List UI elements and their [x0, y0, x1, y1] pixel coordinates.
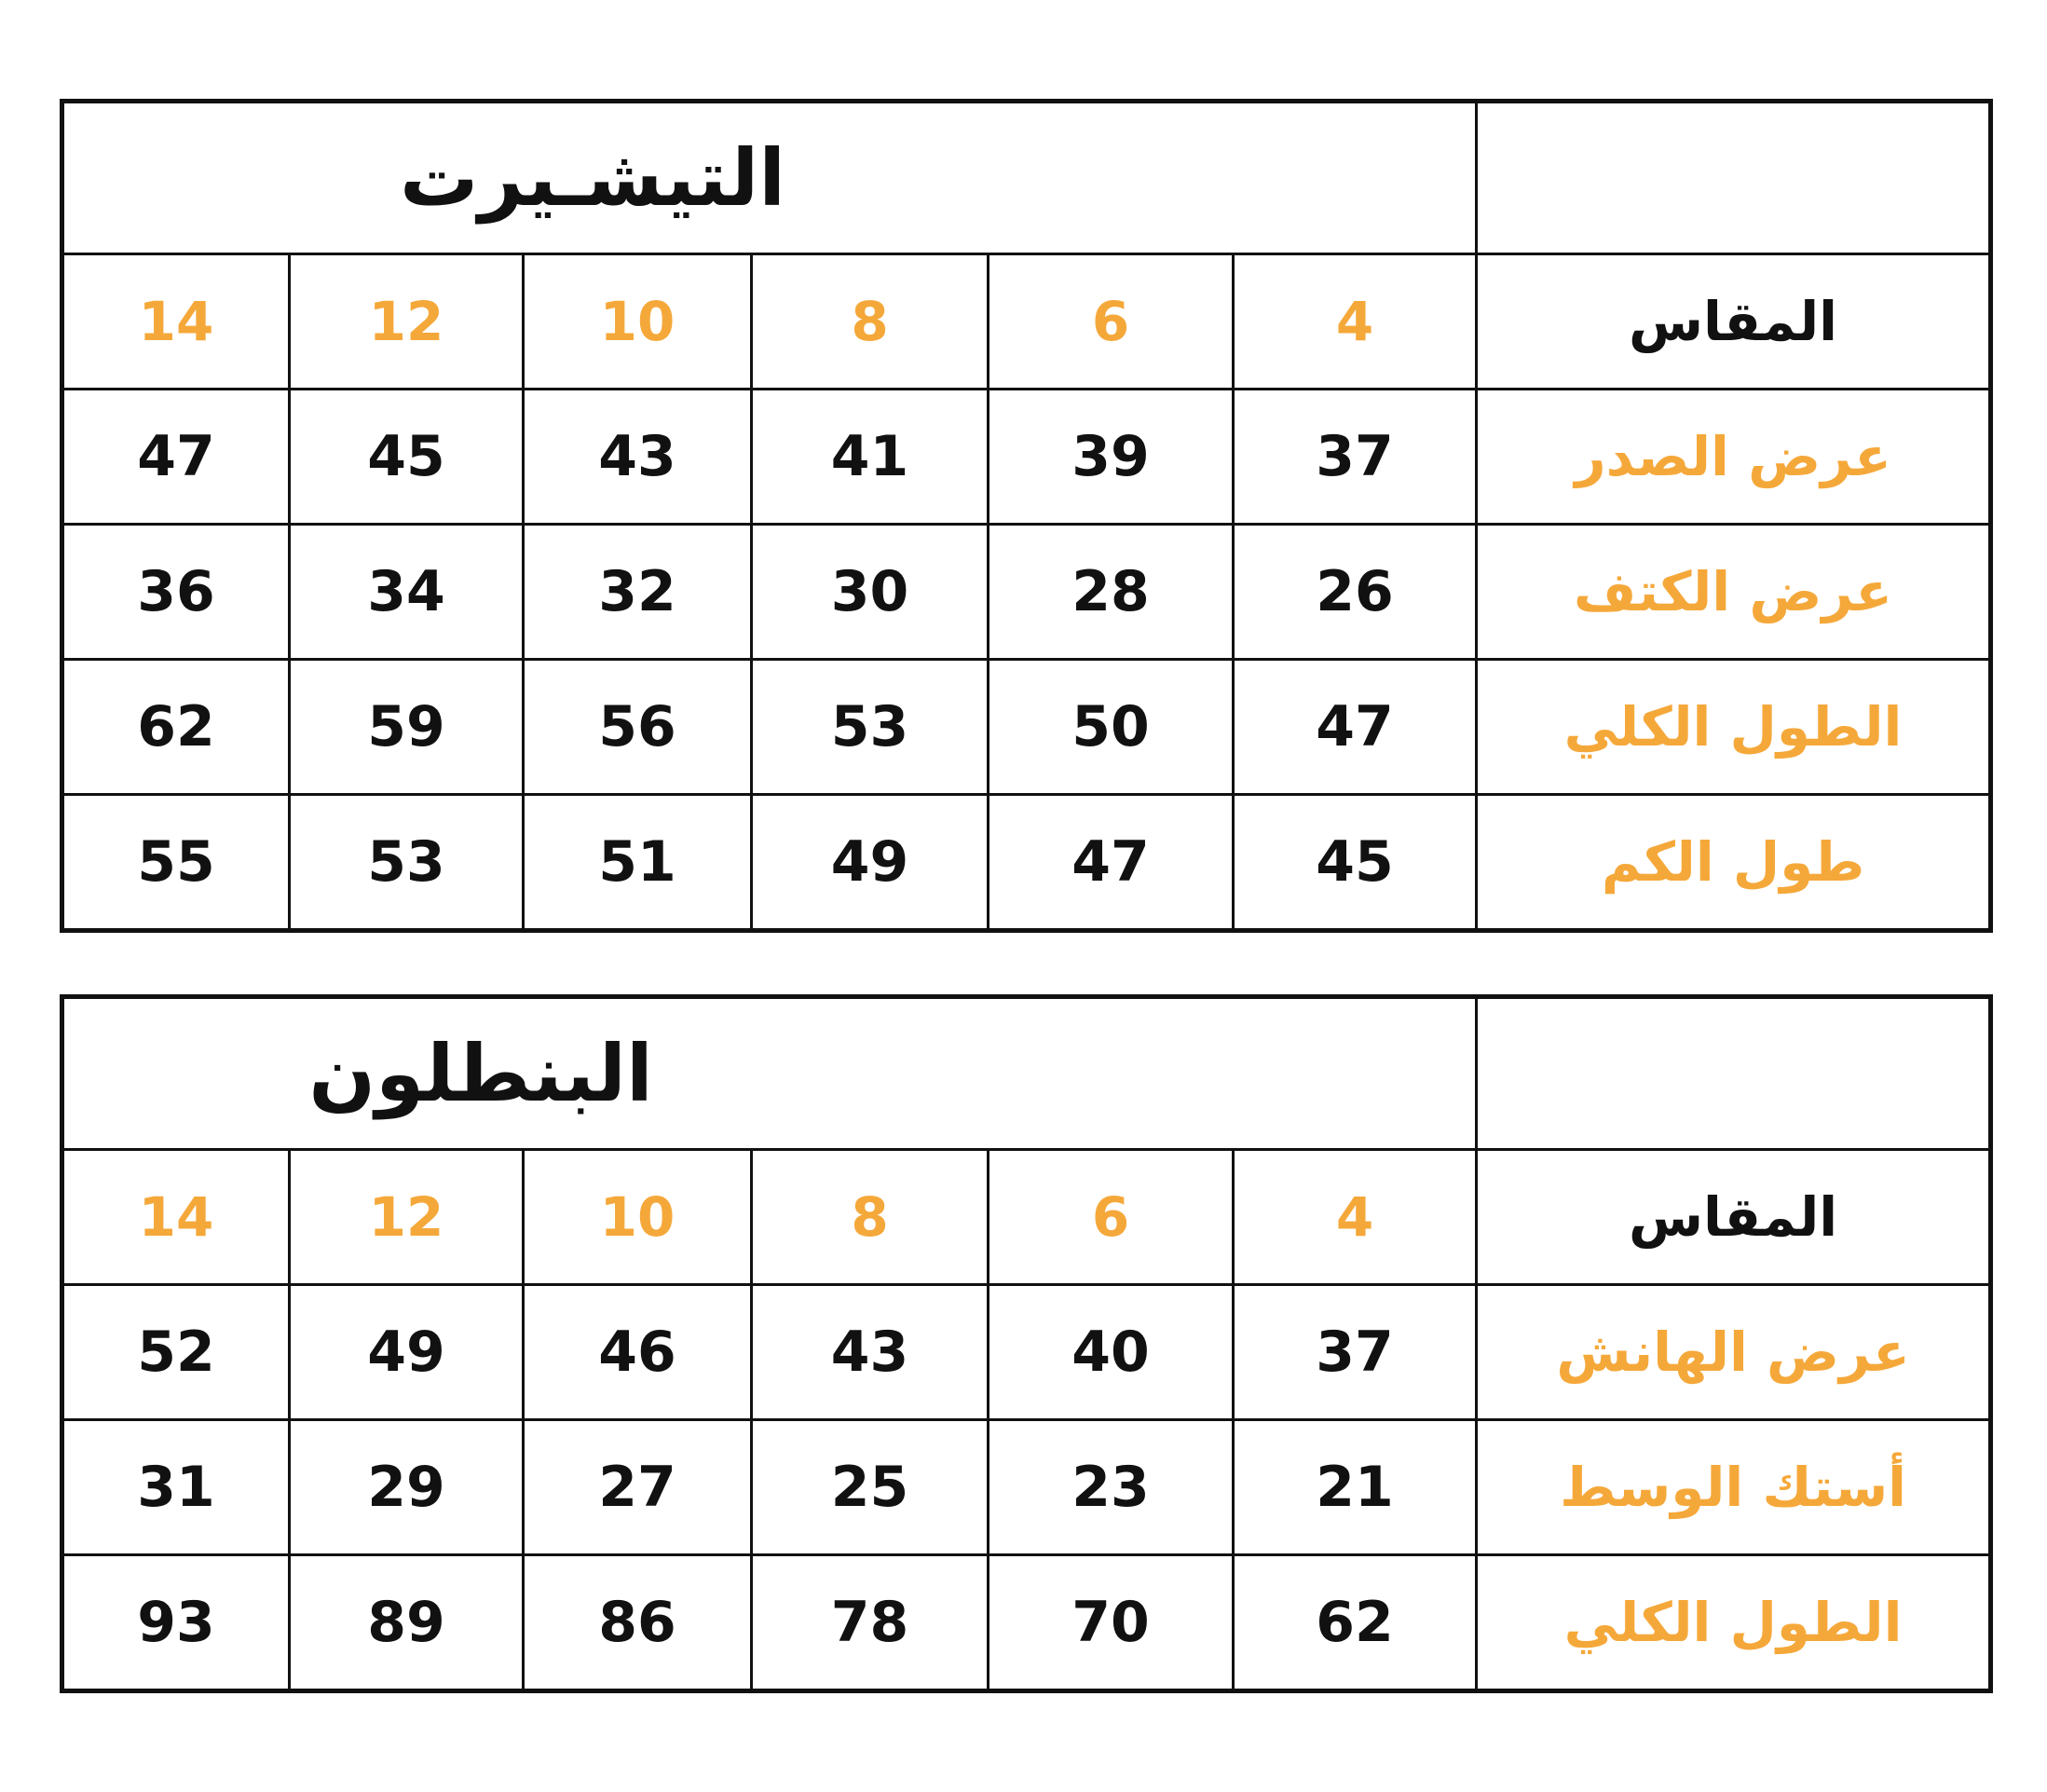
value-cell: 45: [290, 390, 524, 525]
value-cell: 50: [989, 660, 1234, 795]
table-row: [62, 1420, 1991, 1555]
value-cell: 89: [290, 1555, 524, 1691]
value-cell: 25: [752, 1420, 989, 1555]
value-cell: 32: [524, 525, 752, 660]
measurement-label: الطول الكلي: [1477, 1555, 1991, 1691]
table-row: [62, 525, 1991, 660]
size-header-cell: 12: [290, 254, 524, 390]
value-cell: 49: [752, 795, 989, 931]
value-cell: 41: [752, 390, 989, 525]
value-cell: 27: [524, 1420, 752, 1555]
pants-size-header-row: [62, 1150, 1991, 1285]
measurement-label: طول الكم: [1477, 795, 1991, 931]
value-cell: 47: [989, 795, 1234, 931]
value-cell: 59: [290, 660, 524, 795]
value-cell: 31: [62, 1420, 290, 1555]
value-cell: 70: [989, 1555, 1234, 1691]
size-header-cell: 12: [290, 1150, 524, 1285]
value-cell: 62: [1234, 1555, 1477, 1691]
pants-title-row: [62, 997, 1991, 1150]
value-cell: 21: [1234, 1420, 1477, 1555]
value-cell: 23: [989, 1420, 1234, 1555]
table-row: [62, 1555, 1991, 1691]
size-header-cell: 6: [989, 254, 1234, 390]
tshirt-size-table: [60, 99, 1993, 933]
value-cell: 55: [62, 795, 290, 931]
value-cell: 29: [290, 1420, 524, 1555]
value-cell: 43: [752, 1285, 989, 1420]
size-header-cell: 4: [1234, 254, 1477, 390]
pants-title-cell: [62, 997, 1477, 1150]
size-header-cell: 8: [752, 1150, 989, 1285]
tshirt-size-header-row: [62, 254, 1991, 390]
measurement-label: الطول الكلي: [1477, 660, 1991, 795]
value-cell: 47: [62, 390, 290, 525]
value-cell: 86: [524, 1555, 752, 1691]
tshirt-table-title: التيشـيرت: [399, 132, 786, 224]
size-header-cell: 10: [524, 1150, 752, 1285]
size-header-cell: 14: [62, 1150, 290, 1285]
value-cell: 52: [62, 1285, 290, 1420]
size-header-cell: 4: [1234, 1150, 1477, 1285]
value-cell: 39: [989, 390, 1234, 525]
value-cell: 53: [752, 660, 989, 795]
measurement-label: عرض الهانش: [1477, 1285, 1991, 1420]
measurement-label: عرض الصدر: [1477, 390, 1991, 525]
value-cell: 36: [62, 525, 290, 660]
value-cell: 56: [524, 660, 752, 795]
value-cell: 26: [1234, 525, 1477, 660]
table-row: [62, 660, 1991, 795]
value-cell: 40: [989, 1285, 1234, 1420]
table-row: [62, 1285, 1991, 1420]
size-label-cell: المقاس: [1477, 1150, 1991, 1285]
size-label-cell: المقاس: [1477, 254, 1991, 390]
value-cell: 62: [62, 660, 290, 795]
pants-size-table: [60, 994, 1993, 1693]
value-cell: 93: [62, 1555, 290, 1691]
value-cell: 30: [752, 525, 989, 660]
value-cell: 37: [1234, 1285, 1477, 1420]
pants-table-title: البنطلون: [308, 1028, 653, 1119]
size-header-cell: 14: [62, 254, 290, 390]
measurement-label: عرض الكتف: [1477, 525, 1991, 660]
table-row: [62, 390, 1991, 525]
value-cell: 78: [752, 1555, 989, 1691]
tshirt-title-row: [62, 102, 1991, 254]
value-cell: 37: [1234, 390, 1477, 525]
size-header-cell: 6: [989, 1150, 1234, 1285]
pants-corner-cell: [1477, 997, 1991, 1150]
value-cell: 47: [1234, 660, 1477, 795]
value-cell: 49: [290, 1285, 524, 1420]
tshirt-corner-cell: [1477, 102, 1991, 254]
tshirt-title-cell: [62, 102, 1477, 254]
value-cell: 34: [290, 525, 524, 660]
measurement-label: أستك الوسط: [1477, 1420, 1991, 1555]
value-cell: 53: [290, 795, 524, 931]
value-cell: 51: [524, 795, 752, 931]
value-cell: 45: [1234, 795, 1477, 931]
value-cell: 28: [989, 525, 1234, 660]
value-cell: 46: [524, 1285, 752, 1420]
table-row: [62, 795, 1991, 931]
value-cell: 43: [524, 390, 752, 525]
size-header-cell: 10: [524, 254, 752, 390]
size-header-cell: 8: [752, 254, 989, 390]
